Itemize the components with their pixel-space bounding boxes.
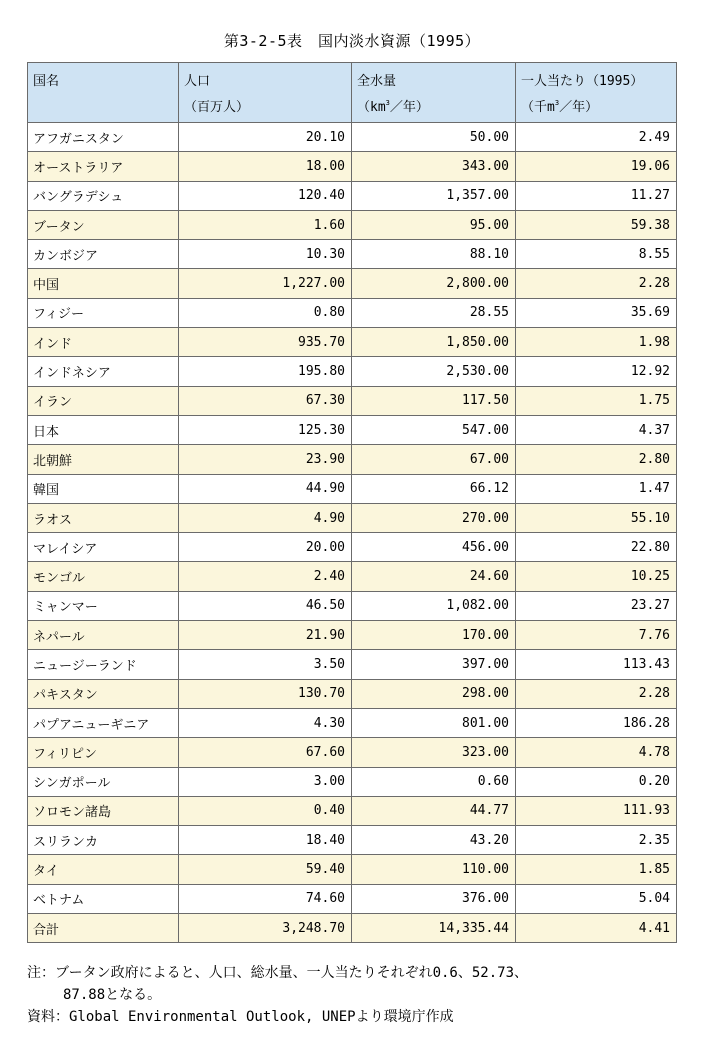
table-row [28,884,677,913]
cell-population: 46.50 [179,591,352,620]
cell-population: 2.40 [179,562,352,591]
table-row [28,738,677,767]
cell-country: 合計 [28,914,179,943]
cell-country: 中国 [28,269,179,298]
cell-population: 1,227.00 [179,269,352,298]
cell-per-capita: 111.93 [516,796,677,825]
cell-total-water: 88.10 [352,240,516,269]
cell-total-water: 24.60 [352,562,516,591]
cell-per-capita: 4.41 [516,914,677,943]
cell-per-capita: 2.49 [516,123,677,152]
cell-per-capita: 1.75 [516,386,677,415]
cell-population: 0.40 [179,796,352,825]
cell-population: 18.00 [179,152,352,181]
header-per-capita-label: 一人当たり（1995） [521,74,644,89]
cell-per-capita: 35.69 [516,298,677,327]
cell-population: 195.80 [179,357,352,386]
cell-population: 4.30 [179,708,352,737]
cell-population: 3.50 [179,650,352,679]
header-country [28,63,179,123]
cell-population: 4.90 [179,503,352,532]
cell-total-water: 66.12 [352,474,516,503]
table-title: 第3-2-5表 国内淡水資源（1995） [223,32,481,50]
cell-per-capita: 1.85 [516,855,677,884]
table-row [28,650,677,679]
cell-country: ミャンマー [28,591,179,620]
cell-per-capita: 8.55 [516,240,677,269]
cell-country: バングラデシュ [28,181,179,210]
cell-country: ベトナム [28,884,179,913]
cell-population: 21.90 [179,621,352,650]
table-body [28,123,677,943]
cell-per-capita: 2.80 [516,445,677,474]
table-row [28,826,677,855]
table-row [28,123,677,152]
header-total-water-unit: （$km^3/$年） [357,99,429,115]
table-row [28,621,677,650]
cell-country: 北朝鮮 [28,445,179,474]
table-row [28,796,677,825]
cell-population: 3,248.70 [179,914,352,943]
table-row [28,474,677,503]
table-header-row [28,63,677,123]
cell-per-capita: 22.80 [516,533,677,562]
header-population [179,63,352,123]
cell-total-water: 14,335.44 [352,914,516,943]
cell-country: マレイシア [28,533,179,562]
freshwater-table [27,62,677,943]
cell-total-water: 343.00 [352,152,516,181]
header-population-label: 人口 [184,74,211,89]
header-total-water-label: 全水量 [357,74,397,89]
cell-per-capita: 2.28 [516,269,677,298]
cell-total-water: 67.00 [352,445,516,474]
cell-total-water: 44.77 [352,796,516,825]
cell-population: 23.90 [179,445,352,474]
cell-population: 3.00 [179,767,352,796]
cell-total-water: 0.60 [352,767,516,796]
cell-per-capita: 186.28 [516,708,677,737]
cell-country: パキスタン [28,679,179,708]
table-row [28,562,677,591]
cell-per-capita: 1.47 [516,474,677,503]
table-row [28,679,677,708]
cell-population: 44.90 [179,474,352,503]
table-row [28,386,677,415]
cell-per-capita: 2.28 [516,679,677,708]
table-row [28,210,677,239]
cell-total-water: 95.00 [352,210,516,239]
cell-population: 18.40 [179,826,352,855]
cell-country: シンガポール [28,767,179,796]
header-total-water [352,63,516,123]
cell-total-water: 117.50 [352,386,516,415]
cell-per-capita: 55.10 [516,503,677,532]
cell-total-water: 1,357.00 [352,181,516,210]
cell-country: イラン [28,386,179,415]
table-row [28,708,677,737]
table-row-total [28,914,677,943]
cell-per-capita: 0.20 [516,767,677,796]
source-line: 資料：Global Environmental Outlook, UNEPより環境庁作成 [27,1009,454,1025]
cell-per-capita: 10.25 [516,562,677,591]
cell-population: 125.30 [179,415,352,444]
cell-country: オーストラリア [28,152,179,181]
cell-per-capita: 19.06 [516,152,677,181]
cell-total-water: 1,082.00 [352,591,516,620]
cell-population: 74.60 [179,884,352,913]
table-row [28,445,677,474]
cell-per-capita: 5.04 [516,884,677,913]
cell-population: 130.70 [179,679,352,708]
cell-total-water: 2,530.00 [352,357,516,386]
cell-population: 67.30 [179,386,352,415]
cell-country: スリランカ [28,826,179,855]
cell-per-capita: 23.27 [516,591,677,620]
cell-total-water: 110.00 [352,855,516,884]
cell-total-water: 1,850.00 [352,328,516,357]
cell-per-capita: 4.37 [516,415,677,444]
cell-total-water: 801.00 [352,708,516,737]
note-line-2: 87.88となる。 [63,987,162,1003]
notes [27,962,687,1028]
cell-country: パプアニューギニア [28,708,179,737]
cell-total-water: 43.20 [352,826,516,855]
cell-population: 20.00 [179,533,352,562]
table-row [28,533,677,562]
table-row [28,298,677,327]
cell-per-capita: 1.98 [516,328,677,357]
cell-total-water: 298.00 [352,679,516,708]
cell-population: 0.80 [179,298,352,327]
header-country-label: 国名 [33,74,60,89]
table-row [28,855,677,884]
cell-country: 日本 [28,415,179,444]
cell-population: 67.60 [179,738,352,767]
cell-total-water: 397.00 [352,650,516,679]
table-row [28,181,677,210]
cell-population: 59.40 [179,855,352,884]
cell-total-water: 547.00 [352,415,516,444]
table-row [28,328,677,357]
table-row [28,591,677,620]
cell-per-capita: 113.43 [516,650,677,679]
cell-country: ネパール [28,621,179,650]
cell-country: ソロモン諸島 [28,796,179,825]
cell-country: ブータン [28,210,179,239]
cell-per-capita: 7.76 [516,621,677,650]
cell-total-water: 28.55 [352,298,516,327]
cell-per-capita: 2.35 [516,826,677,855]
note-line-1: 注：ブータン政府によると、人口、総水量、一人当たりそれぞれ0.6、52.73、 [27,965,529,981]
table-row [28,415,677,444]
cell-population: 1.60 [179,210,352,239]
cell-country: フィジー [28,298,179,327]
cell-population: 20.10 [179,123,352,152]
header-per-capita [516,63,677,123]
cell-per-capita: 4.78 [516,738,677,767]
header-per-capita-unit: （千$m^3/$年） [521,99,599,115]
cell-country: ラオス [28,503,179,532]
cell-country: フィリピン [28,738,179,767]
table-row [28,269,677,298]
cell-country: モンゴル [28,562,179,591]
header-population-unit: （百万人） [184,100,250,115]
cell-total-water: 270.00 [352,503,516,532]
cell-country: インドネシア [28,357,179,386]
cell-country: インド [28,328,179,357]
table-row [28,357,677,386]
cell-country: ニュージーランド [28,650,179,679]
cell-country: カンボジア [28,240,179,269]
table-row [28,767,677,796]
cell-per-capita: 12.92 [516,357,677,386]
cell-population: 935.70 [179,328,352,357]
table-row [28,240,677,269]
table-row [28,503,677,532]
cell-population: 120.40 [179,181,352,210]
cell-per-capita: 59.38 [516,210,677,239]
cell-total-water: 323.00 [352,738,516,767]
cell-total-water: 170.00 [352,621,516,650]
cell-country: タイ [28,855,179,884]
cell-total-water: 50.00 [352,123,516,152]
table-row [28,152,677,181]
cell-country: 韓国 [28,474,179,503]
cell-total-water: 376.00 [352,884,516,913]
cell-country: アフガニスタン [28,123,179,152]
cell-total-water: 456.00 [352,533,516,562]
cell-total-water: 2,800.00 [352,269,516,298]
cell-per-capita: 11.27 [516,181,677,210]
cell-population: 10.30 [179,240,352,269]
